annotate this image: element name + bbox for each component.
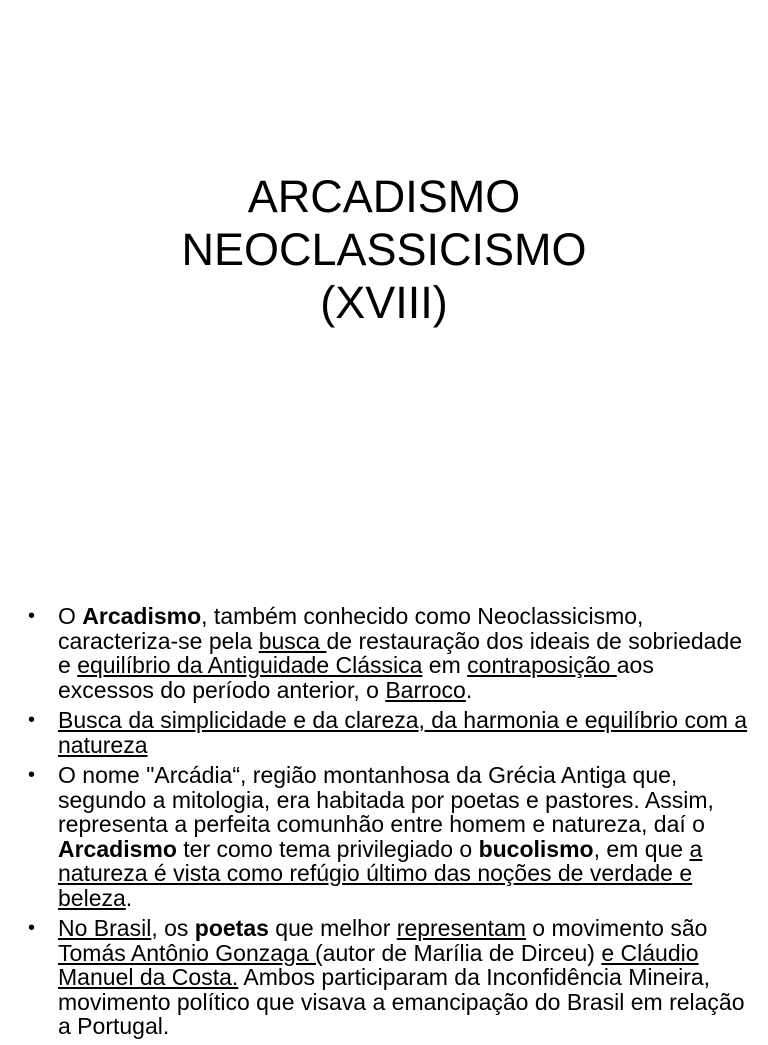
bullet-text: que melhor bbox=[268, 915, 397, 941]
underlined-text: busca bbox=[258, 627, 327, 654]
underlined-text: No Brasil bbox=[58, 915, 152, 941]
bullet-text: . bbox=[465, 676, 473, 703]
underlined-text: equilíbrio da Antiguidade Clássica bbox=[77, 652, 423, 678]
bullet-text: , os bbox=[151, 915, 195, 941]
underlined-text: Barroco bbox=[385, 676, 466, 703]
bullet-icon: • bbox=[28, 917, 36, 939]
underlined-text: a natureza é vista como refúgio último das noções de verdade e beleza bbox=[58, 835, 703, 911]
bullet-text: , também conhecido como Neoclassicismo, caracteriza-se pela bbox=[58, 603, 644, 654]
bullet-list bbox=[0, 604, 768, 1045]
slide-title bbox=[0, 170, 768, 329]
bullet-item bbox=[0, 763, 768, 910]
bullet-text: o movimento são bbox=[525, 915, 708, 941]
bullet-text: ter como tema privilegiado o bbox=[176, 835, 479, 862]
title-line-3: (XVIII) bbox=[320, 277, 448, 328]
bullet-text: . bbox=[125, 884, 133, 911]
bullet-text: Ambos participaram da Inconfidência Mineira, movimento político que visava a emancipação do Brasil em relação a Portugal. bbox=[58, 964, 745, 1039]
bullet-icon: • bbox=[28, 709, 36, 731]
title-line-1: ARCADISMO bbox=[247, 171, 521, 222]
underlined-text: contraposição bbox=[467, 652, 617, 678]
bold-text: poetas bbox=[194, 915, 269, 941]
bullet-icon: • bbox=[28, 605, 36, 627]
bullet-item bbox=[0, 708, 768, 757]
bullet-icon: • bbox=[28, 764, 36, 786]
underlined-text: Busca da simplicidade e da clareza, da harmonia e equilíbrio com a natureza bbox=[58, 707, 748, 758]
bullet-text: aos excessos do período anterior, o bbox=[58, 652, 654, 703]
title-line-2: NEOCLASSICISMO bbox=[181, 224, 587, 275]
underlined-text: Tomás Antônio Gonzaga ( bbox=[58, 939, 323, 966]
underlined-text: representam bbox=[396, 915, 526, 941]
bullet-text: de restauração dos ideais de sobriedade e bbox=[58, 627, 743, 678]
bullet-text: O bbox=[58, 603, 83, 629]
bold-text: Arcadismo bbox=[58, 835, 177, 862]
underlined-text: e Cláudio Manuel da Costa. bbox=[58, 939, 699, 990]
bold-text: Arcadismo bbox=[82, 603, 202, 629]
bullet-item bbox=[0, 604, 768, 702]
bullet-text: autor de Marília de Dirceu) bbox=[322, 939, 602, 966]
bullet-text: O nome "Arcádia“, região montanhosa da Grécia Antiga que, segundo a mitologia, era habitada por poetas e pastores. Assim, representa a perfeita comunhão entre homem e natureza, daí o bbox=[58, 762, 714, 837]
bullet-text: , em que bbox=[593, 835, 690, 862]
bold-text: bucolismo bbox=[478, 835, 594, 862]
bullet-item bbox=[0, 916, 768, 1039]
bullet-text: em bbox=[422, 652, 468, 678]
